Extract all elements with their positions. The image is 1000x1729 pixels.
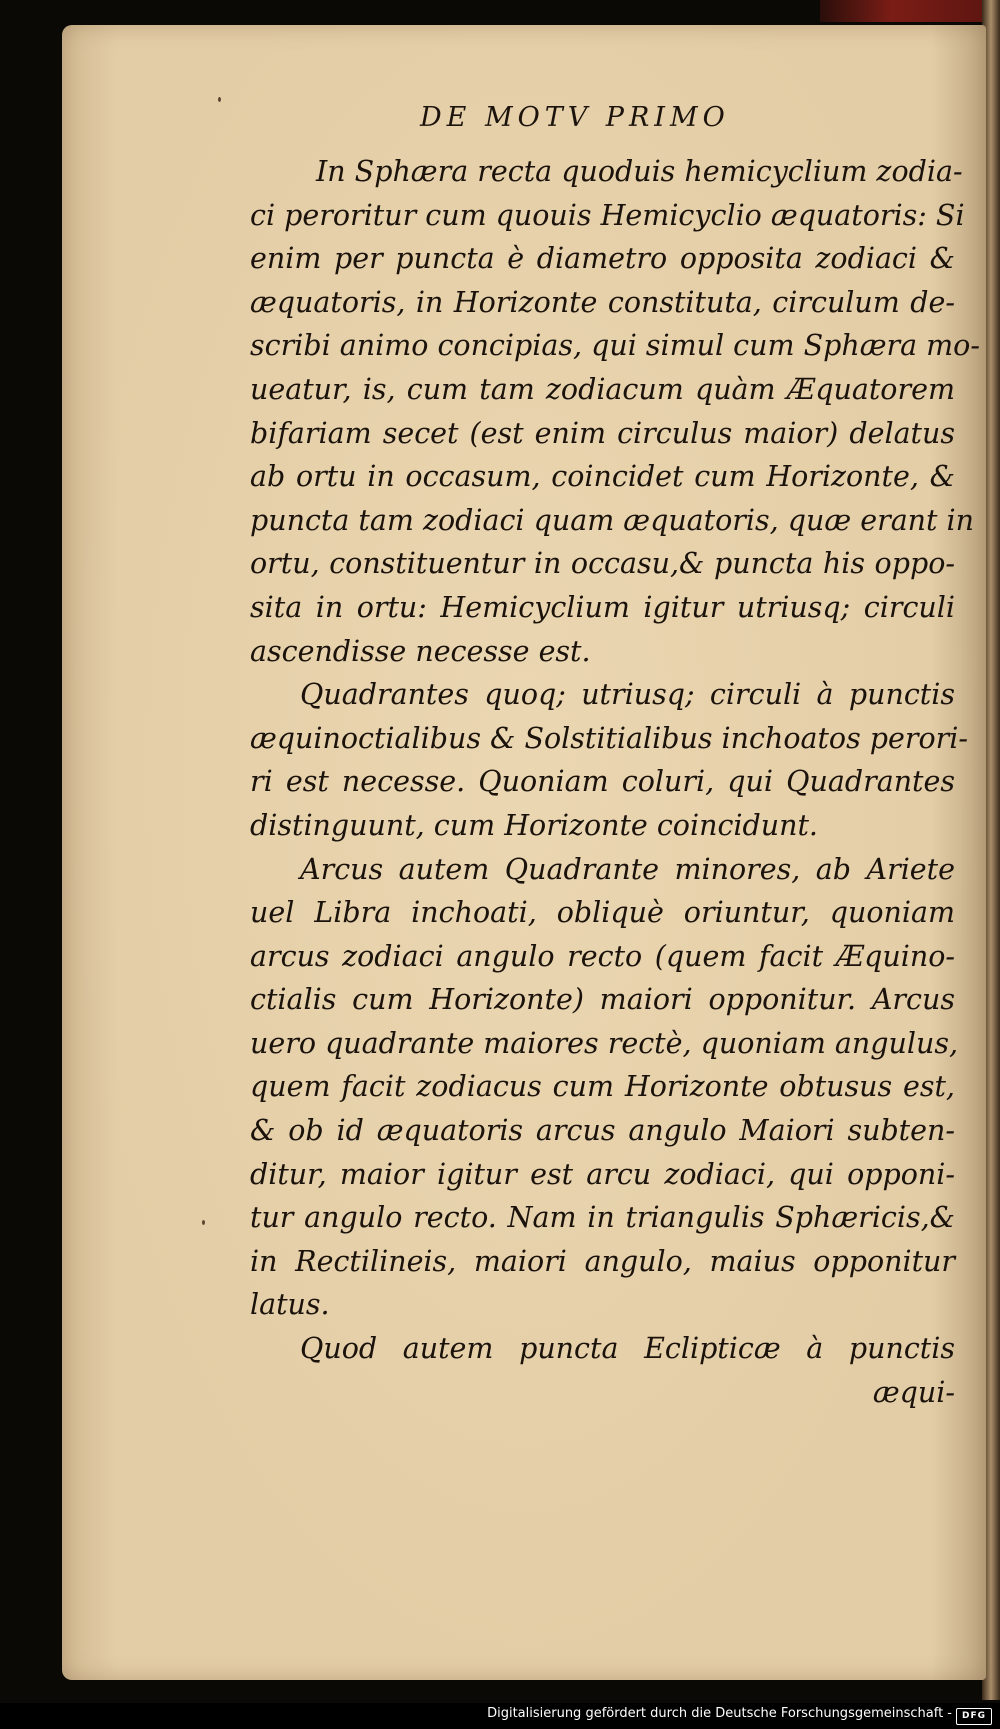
attribution-text: Digitalisierung gefördert durch die Deutsche Forschungsgemeinschaft - <box>487 1706 952 1721</box>
text-line: æquinoctialibus & Solstitialibus inchoatos perori- <box>250 721 969 755</box>
text-line: ctialis cum Horizonte) maiori opponitur. Arcus <box>250 983 955 1017</box>
text-line: Arcus autem Quadrante minores, ab Ariete <box>300 852 955 886</box>
attribution-bar <box>0 1703 1000 1729</box>
paper-speck <box>218 97 221 102</box>
text-line: Quod autem puncta Eclipticæ à punctis <box>300 1332 955 1366</box>
text-line: Quadrantes quoq; utriusq; circuli à punctis <box>300 678 955 712</box>
text-line: tur angulo recto. Nam in triangulis Sphæricis,& <box>250 1201 955 1235</box>
text-line: ci peroritur cum quouis Hemicyclio æquatoris: Si <box>250 198 965 232</box>
text-line: in Rectilineis, maiori angulo, maius opponitur <box>250 1244 955 1278</box>
text-line: ditur, maior igitur est arcu zodiaci, qui opponi- <box>250 1157 955 1191</box>
text-line: bifariam secet (est enim circulus maior) delatus <box>250 416 955 450</box>
text-line: & ob id æquatoris arcus angulo Maiori subten- <box>250 1114 955 1148</box>
dfg-logo: DFG <box>956 1708 992 1725</box>
text-line: scribi animo concipias, qui simul cum Sphæra mo- <box>250 329 980 363</box>
text-line: ueatur, is, cum tam zodiacum quàm Æquatorem <box>250 372 955 406</box>
text-line: uel Libra inchoati, obliquè oriuntur, quoniam <box>250 896 955 930</box>
catchword: æqui- <box>872 1375 955 1409</box>
book-edge-top <box>820 0 1000 22</box>
text-line: quem facit zodiacus cum Horizonte obtusus est, <box>250 1070 955 1104</box>
paper-speck <box>202 1220 205 1225</box>
text-line: In Sphæra recta quoduis hemicyclium zodia- <box>316 155 963 188</box>
text-line: æquatoris, in Horizonte constituta, circulum de- <box>250 285 955 319</box>
text-line: ascendisse necesse est. <box>250 634 591 668</box>
text-line: uero quadrante maiores rectè, quoniam angulus, <box>250 1026 959 1060</box>
text-line: enim per puncta è diametro opposita zodiaci & <box>250 242 955 276</box>
text-line: distinguunt, cum Horizonte coincidunt. <box>250 808 818 842</box>
text-line: sita in ortu: Hemicyclium igitur utriusq; circuli <box>250 590 955 624</box>
running-head: DE MOTV PRIMO <box>420 102 730 133</box>
text-line: arcus zodiaci angulo recto (quem facit Æquino- <box>250 939 955 973</box>
text-line: ortu, constituentur in occasu,& puncta his oppo- <box>250 547 955 581</box>
text-line: puncta tam zodiaci quam æquatoris, quæ erant in <box>250 503 975 537</box>
body-text <box>250 150 980 1414</box>
text-line: ri est necesse. Quoniam coluri, qui Quadrantes <box>250 765 955 799</box>
text-line: latus. <box>250 1288 330 1322</box>
text-line: ab ortu in occasum, coincidet cum Horizonte, & <box>250 460 955 494</box>
